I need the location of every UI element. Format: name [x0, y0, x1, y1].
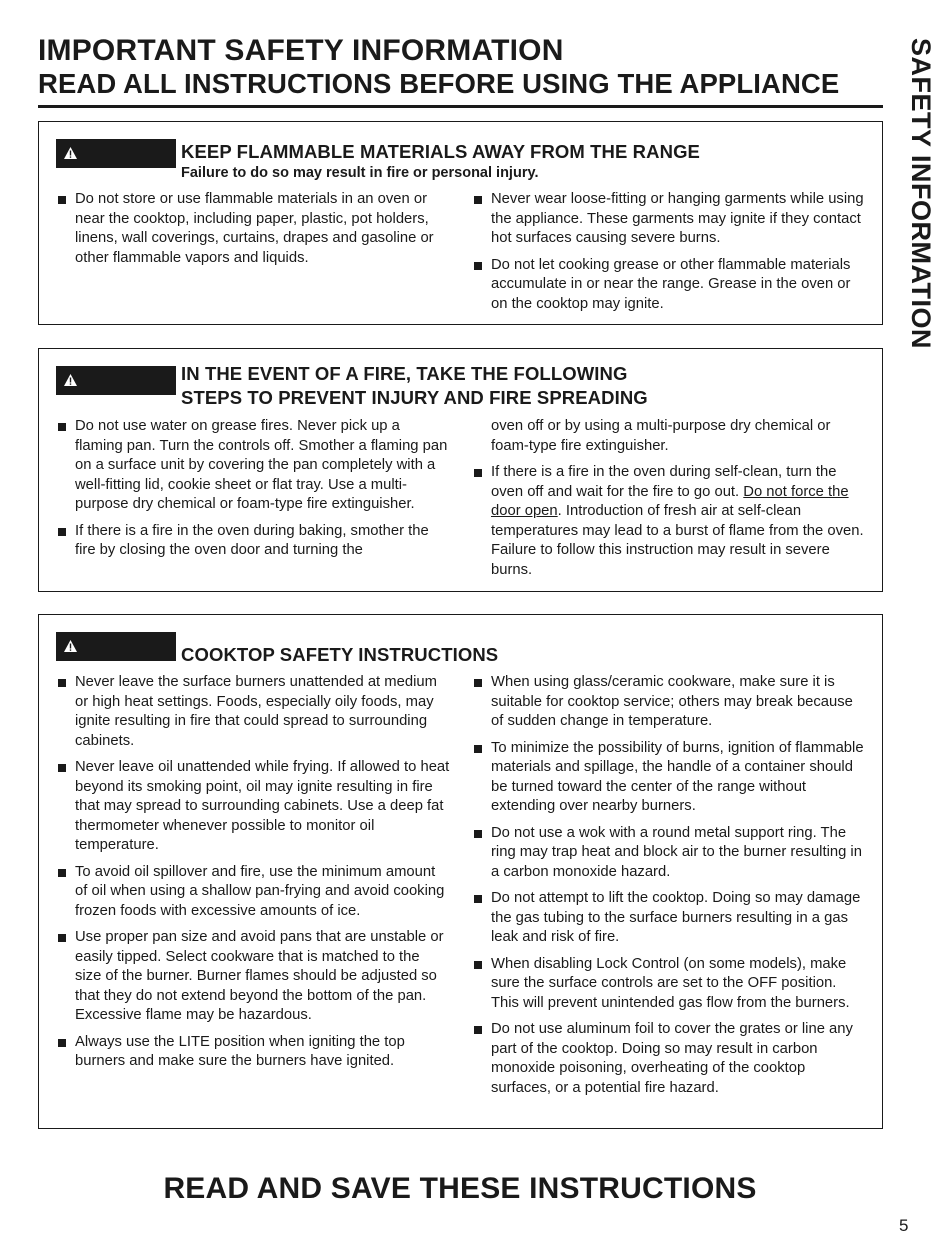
list-item: Never leave oil unattended while frying. If allowed to heat beyond its smoking point, oil may ignite resulting in fire that may spread to surrounding cabinets. Use a deep fat thermometer whenever possible to monitor oil temperature.: [55, 758, 450, 856]
bullet-icon: [474, 679, 482, 687]
section-subtitle: Failure to do so may result in fire or personal injury.: [181, 165, 539, 181]
bullet-icon: [474, 196, 482, 204]
list-item: To minimize the possibility of burns, ignition of flammable materials and spillage, the handle of a container should be turned toward the center of the range without extending over nearby burners.: [471, 739, 866, 817]
bullet-icon: [474, 895, 482, 903]
bullet-icon: [58, 1039, 66, 1047]
bullet-icon: [58, 679, 66, 687]
section-title: COOKTOP SAFETY INSTRUCTIONS: [181, 644, 499, 665]
flammable-materials-section: [38, 121, 883, 325]
page-subtitle: READ ALL INSTRUCTIONS BEFORE USING THE APPLIANCE: [38, 68, 840, 99]
left-column: [55, 673, 450, 1079]
fire-event-section: [38, 348, 883, 592]
warning-badge: [56, 632, 176, 661]
list-item: When using glass/ceramic cookware, make sure it is suitable for cooktop service; others may break because of sudden change in temperature.: [471, 673, 866, 732]
side-tab: [905, 38, 937, 400]
list-item: If there is a fire in the oven during self-clean, turn the oven off and wait for the fire to go out. Do not force the door open. Introduction of fresh air at self-clean temperatures may lead to a burst of flame from the oven. Failure to follow this instruction may result in severe burns.: [471, 463, 866, 580]
bullet-icon: [474, 961, 482, 969]
warning-triangle-icon: [64, 374, 77, 386]
section-title: KEEP FLAMMABLE MATERIALS AWAY FROM THE RANGE: [181, 141, 700, 162]
list-item: Never leave the surface burners unattended at medium or high heat settings. Foods, especially oily foods, may ignite resulting in fire that could spread to surrounding cabinets.: [55, 673, 450, 751]
right-column: [471, 190, 866, 321]
list-item: Do not use a wok with a round metal support ring. The ring may trap heat and block air to the burner resulting in a carbon monoxide hazard.: [471, 824, 866, 883]
bullet-icon: [58, 423, 66, 431]
bullet-icon: [58, 934, 66, 942]
list-item: If there is a fire in the oven during baking, smother the fire by closing the oven door and turning the: [55, 522, 450, 561]
bullet-icon: [58, 869, 66, 877]
list-item-continued: oven off or by using a multi-purpose dry chemical or foam-type fire extinguisher.: [491, 418, 831, 454]
list-item: Always use the LITE position when igniting the top burners and make sure the burners have ignited.: [55, 1033, 450, 1072]
page-number: 5: [899, 1216, 909, 1235]
side-tab-label: SAFETY INFORMATION: [906, 38, 936, 349]
list-item: Do not use water on grease fires. Never pick up a flaming pan. Turn the controls off. Smother a flaming pan on a surface unit by covering the pan completely with a well-fitting lid, cookie sheet or flat tray. Use a multi-purpose dry chemical or foam-type fire extinguisher.: [55, 417, 450, 515]
warning-triangle-icon: [64, 147, 77, 159]
section-title: IN THE EVENT OF A FIRE, TAKE THE FOLLOWING STEPS TO PREVENT INJURY AND FIRE SPREADING: [181, 363, 648, 408]
bullet-icon: [474, 469, 482, 477]
left-column: [55, 417, 450, 568]
list-item: Do not use aluminum foil to cover the grates or line any part of the cooktop. Doing so may result in carbon monoxide poisoning, overheating of the cooktop surfaces, or a potential fire hazard.: [471, 1020, 866, 1098]
bullet-icon: [58, 764, 66, 772]
bullet-icon: [58, 528, 66, 536]
list-item: Use proper pan size and avoid pans that are unstable or easily tipped. Select cookware that is matched to the size of the burner. Burner flames should be adjusted so that they do not extend beyond the bottom of the pan. Excessive flame may be hazardous.: [55, 928, 450, 1026]
footer-title: READ AND SAVE THESE INSTRUCTIONS: [163, 1172, 757, 1205]
list-item: Never wear loose-fitting or hanging garments while using the appliance. These garments may ignite if they contact hot surfaces causing severe burns.: [471, 190, 866, 249]
warning-triangle-icon: [64, 640, 77, 652]
warning-badge: [56, 366, 176, 395]
list-item: To avoid oil spillover and fire, use the minimum amount of oil when using a shallow pan-frying and avoid cooking frozen foods with excessive amounts of ice.: [55, 863, 450, 922]
list-item: Do not store or use flammable materials in an oven or near the cooktop, including paper, plastic, pot holders, linens, wall coverings, curtains, drapes and gasoline or other flammable vapors and liquids.: [55, 190, 450, 268]
page-title: IMPORTANT SAFETY INFORMATION: [38, 34, 564, 67]
warning-badge: [56, 139, 176, 168]
underlined-warning: Do not force the door open: [491, 483, 849, 519]
cooktop-safety-section: [38, 614, 883, 1129]
right-column: [471, 673, 866, 1105]
bullet-icon: [58, 196, 66, 204]
right-column: [471, 417, 866, 587]
bullet-icon: [474, 1026, 482, 1034]
list-item: Do not attempt to lift the cooktop. Doing so may damage the gas tubing to the surface burners resulting in a gas leak and risk of fire.: [471, 889, 866, 948]
bullet-icon: [474, 830, 482, 838]
bullet-icon: [474, 262, 482, 270]
page-header: [38, 34, 883, 108]
list-item: Do not let cooking grease or other flammable materials accumulate in or near the range. Grease in the oven or on the cooktop may ignite.: [471, 256, 866, 315]
left-column: [55, 190, 450, 275]
bullet-icon: [474, 745, 482, 753]
list-item: When disabling Lock Control (on some models), make sure the surface controls are set to the OFF position. This will prevent unintended gas flow from the burners.: [471, 955, 866, 1014]
